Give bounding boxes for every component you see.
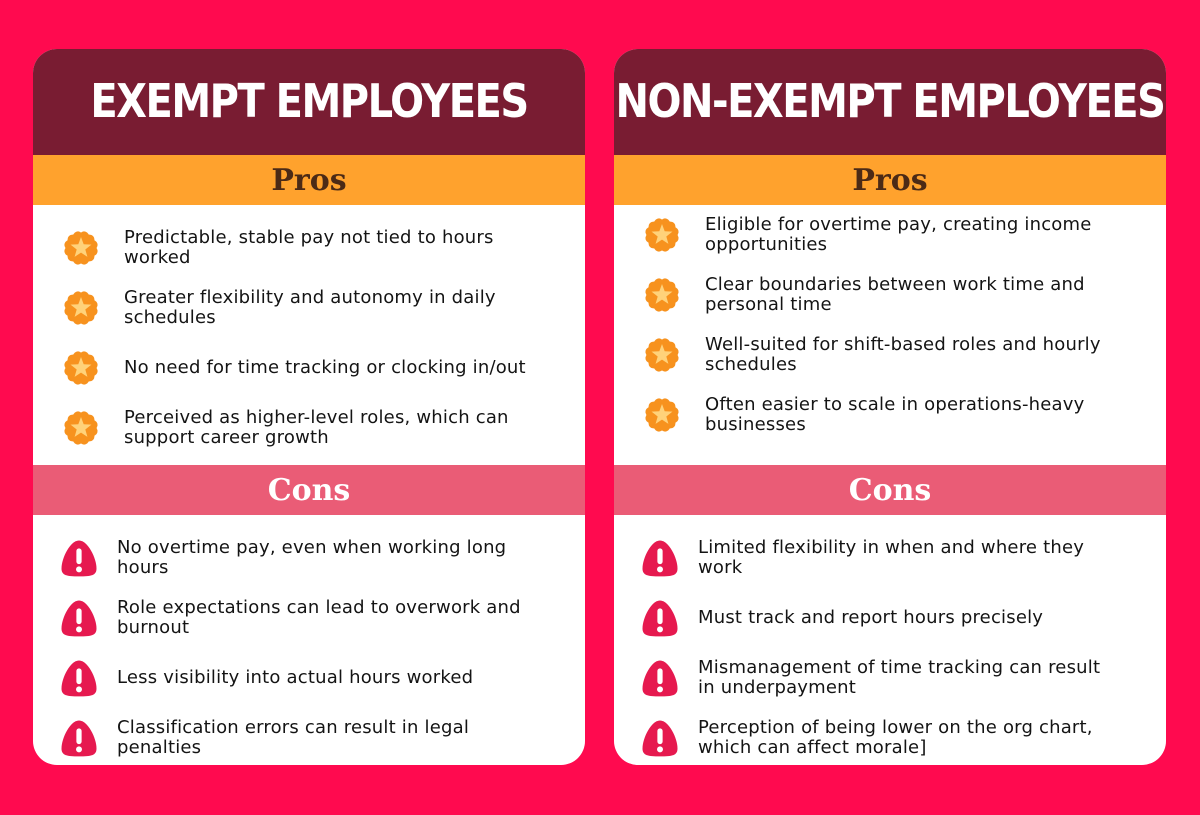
exempt-con-item (33, 588, 585, 648)
non-exempt-cons-heading: Cons (614, 465, 1166, 515)
alert-icon (639, 657, 681, 699)
non-exempt-con-item (614, 648, 1166, 708)
exempt-pro-item (33, 218, 585, 278)
non-exempt-con-item (614, 528, 1166, 588)
exempt-pro-text: No need for time tracking or clocking in/out (124, 357, 526, 378)
star-badge-icon (58, 225, 104, 271)
exempt-con-item (33, 528, 585, 588)
star-badge-icon (639, 272, 685, 318)
non-exempt-pro-item (614, 385, 1166, 445)
alert-icon (58, 537, 100, 579)
non-exempt-pros-heading: Pros (614, 155, 1166, 205)
alert-icon (639, 717, 681, 759)
exempt-pro-item (33, 398, 585, 458)
exempt-pro-text: Perceived as higher-level roles, which can support career growth (124, 407, 509, 448)
alert-icon (58, 657, 100, 699)
exempt-con-text: Role expectations can lead to overwork and burnout (117, 597, 521, 638)
exempt-header (33, 49, 585, 155)
non-exempt-con-text: Limited flexibility in when and where they work (698, 537, 1085, 578)
non-exempt-pro-item (614, 205, 1166, 265)
alert-icon (639, 537, 681, 579)
star-badge-icon (58, 345, 104, 391)
alert-icon (58, 717, 100, 759)
exempt-pro-text: Predictable, stable pay not tied to hours worked (124, 227, 494, 268)
exempt-pro-item (33, 278, 585, 338)
exempt-pro-item (33, 338, 585, 398)
non-exempt-con-text: Mismanagement of time tracking can result in underpayment (698, 657, 1101, 698)
exempt-con-text: Classification errors can result in legal penalties (117, 717, 470, 758)
exempt-cons-heading: Cons (33, 465, 585, 515)
non-exempt-header (614, 49, 1166, 155)
non-exempt-pro-text: Well-suited for shift-based roles and hourly schedules (705, 334, 1101, 375)
non-exempt-con-text: Must track and report hours precisely (698, 607, 1044, 628)
exempt-pro-text: Greater flexibility and autonomy in daily schedules (124, 287, 496, 328)
non-exempt-card (614, 49, 1166, 765)
non-exempt-pro-text: Often easier to scale in operations-heavy businesses (705, 394, 1085, 435)
non-exempt-con-item (614, 588, 1166, 648)
non-exempt-pro-item (614, 265, 1166, 325)
non-exempt-cons-list (614, 515, 1166, 765)
star-badge-icon (58, 285, 104, 331)
exempt-title: EXEMPT EMPLOYEES (90, 75, 528, 129)
non-exempt-pros-list (614, 205, 1166, 465)
exempt-con-text: No overtime pay, even when working long hours (117, 537, 507, 578)
non-exempt-con-text: Perception of being lower on the org chart, which can affect morale] (698, 717, 1093, 758)
exempt-pros-heading: Pros (33, 155, 585, 205)
star-badge-icon (639, 212, 685, 258)
non-exempt-con-item (614, 708, 1166, 765)
alert-icon (58, 597, 100, 639)
exempt-con-item (33, 648, 585, 708)
exempt-con-item (33, 708, 585, 765)
exempt-con-text: Less visibility into actual hours worked (117, 667, 474, 688)
non-exempt-pro-item (614, 325, 1166, 385)
exempt-cons-list (33, 515, 585, 765)
non-exempt-title: NON-EXEMPT EMPLOYEES (615, 75, 1165, 129)
alert-icon (639, 597, 681, 639)
star-badge-icon (58, 405, 104, 451)
star-badge-icon (639, 392, 685, 438)
star-badge-icon (639, 332, 685, 378)
non-exempt-pro-text: Eligible for overtime pay, creating income opportunities (705, 214, 1092, 255)
exempt-card (33, 49, 585, 765)
non-exempt-pro-text: Clear boundaries between work time and personal time (705, 274, 1085, 315)
exempt-pros-list (33, 205, 585, 465)
